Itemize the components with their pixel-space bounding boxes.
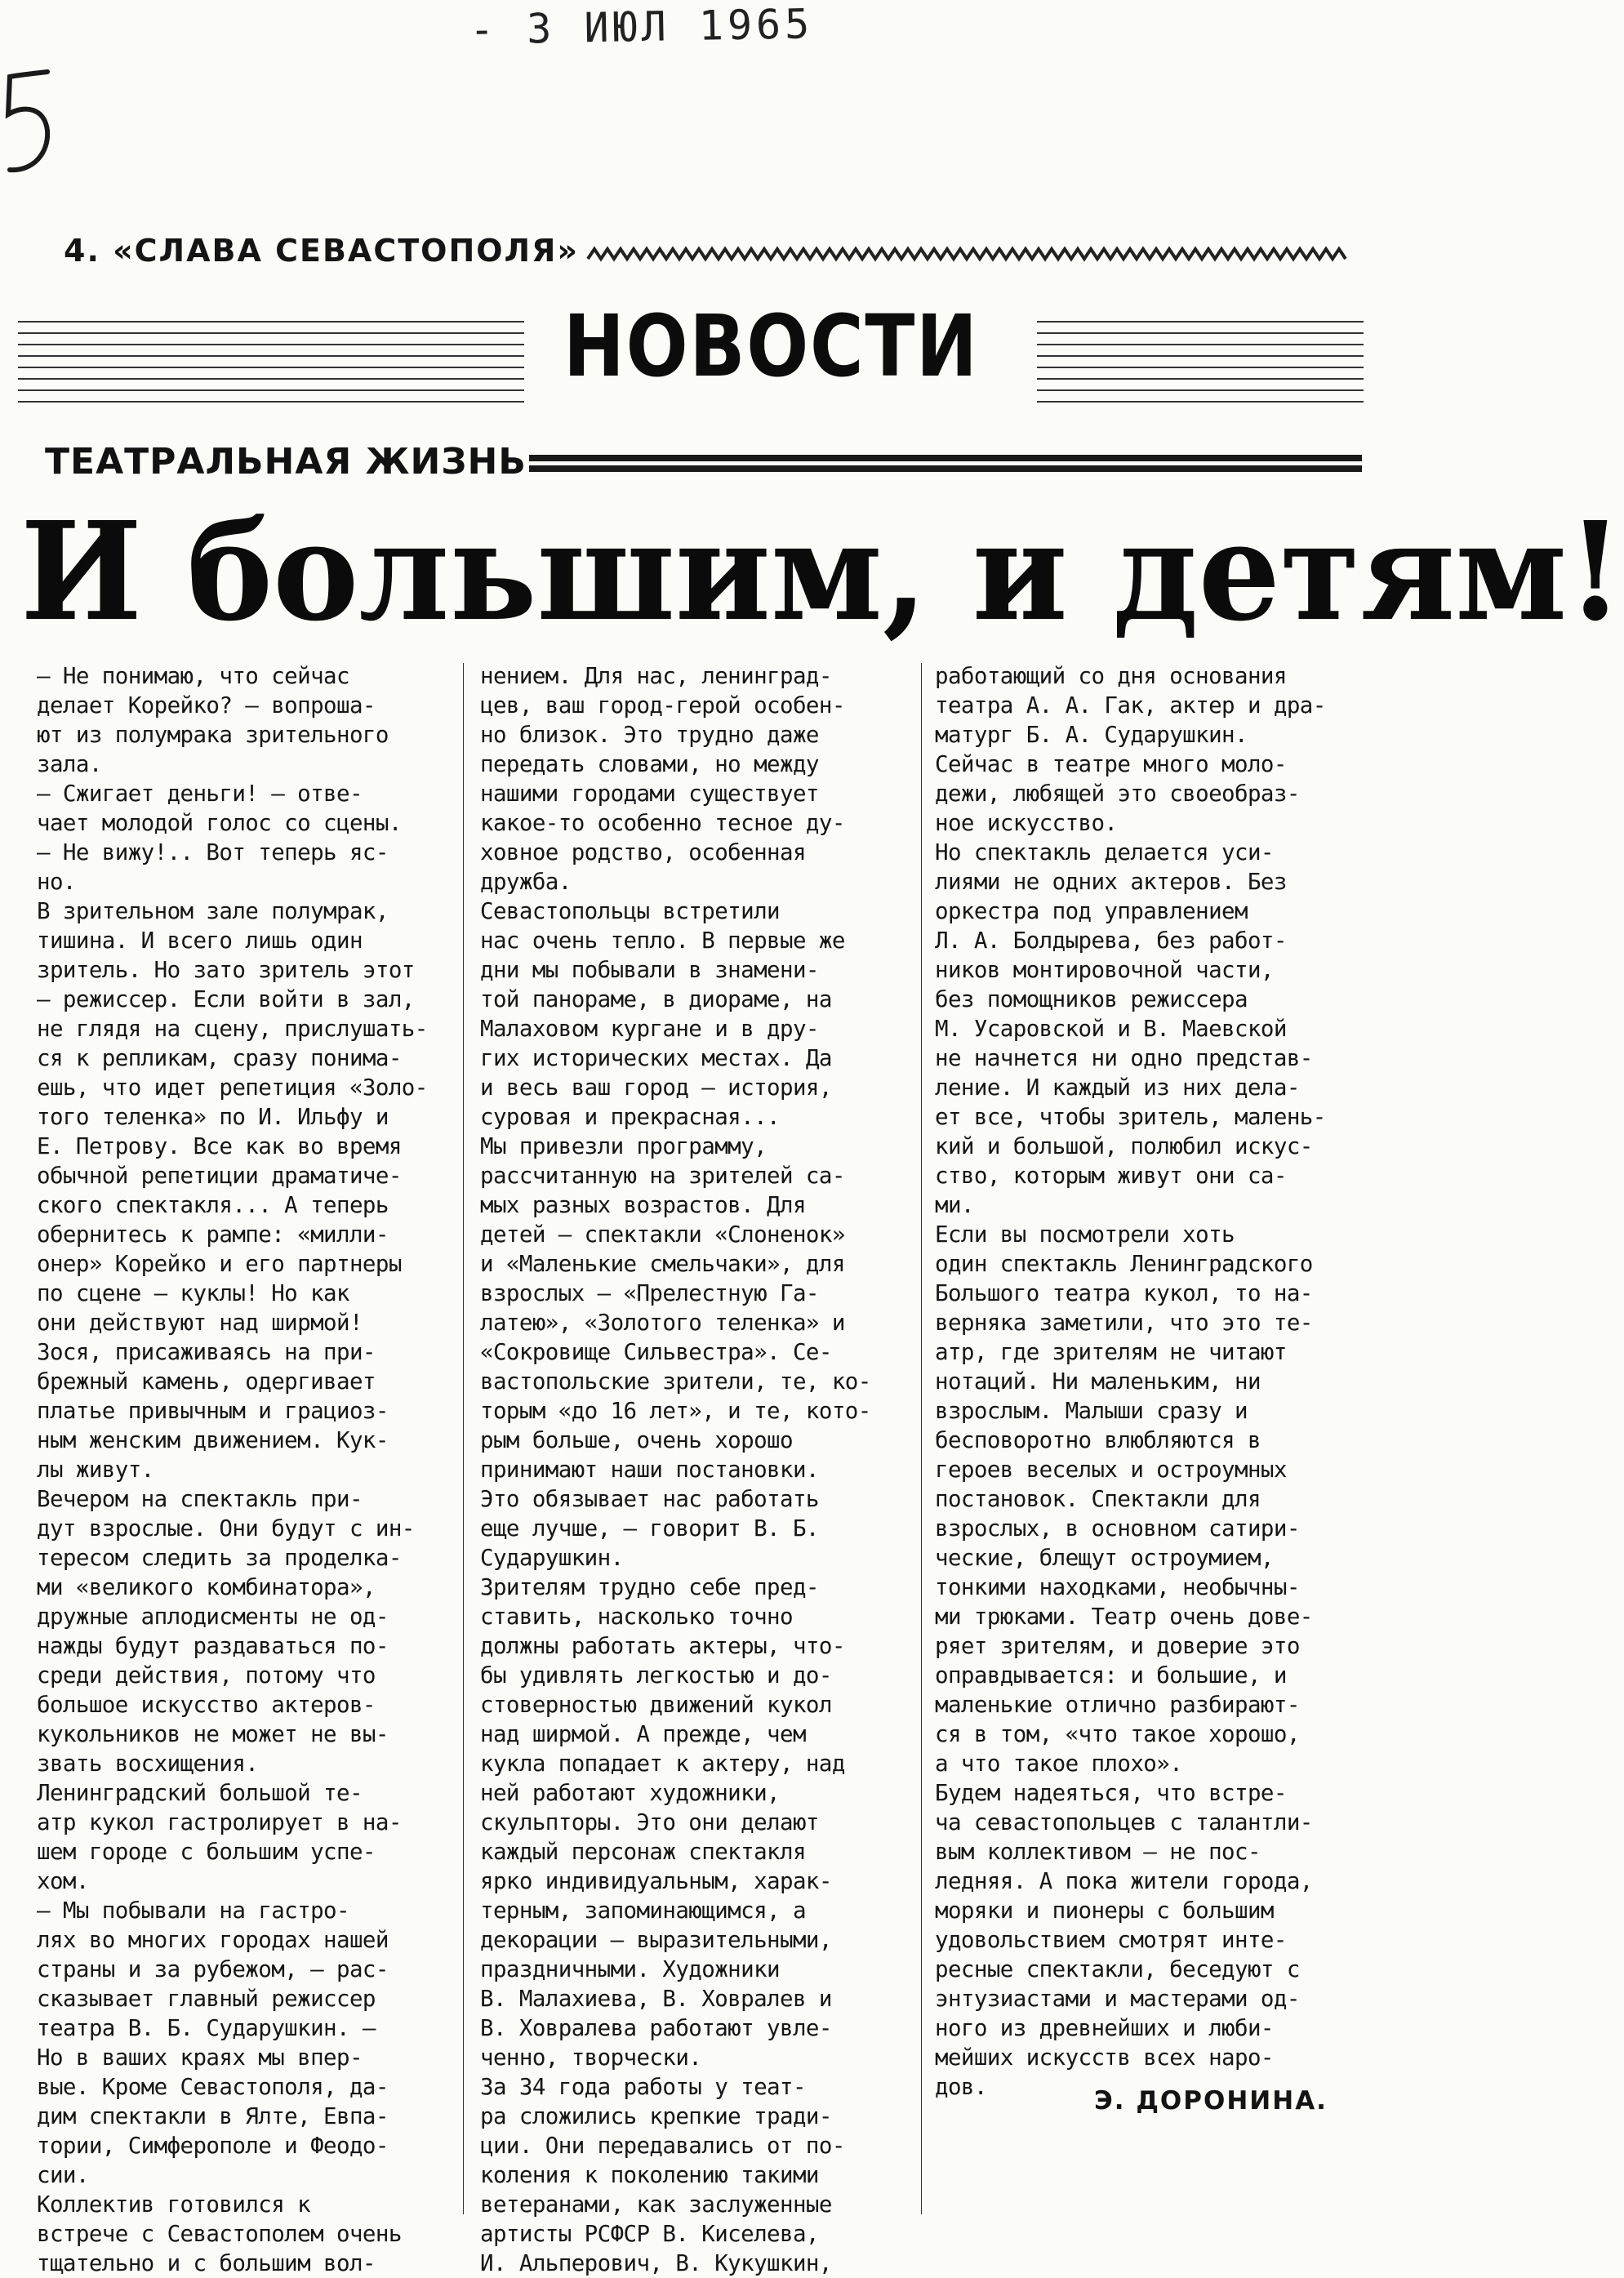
text-line: «Сокровище Сильвестра». Се- (480, 1339, 832, 1365)
text-line: кукольников не может не вы- (37, 1721, 389, 1747)
text-line: ветеранами, как заслуженные (480, 2191, 832, 2218)
text-line: героев веселых и остроумных (935, 1457, 1287, 1483)
text-line: — Не понимаю, что сейчас (37, 663, 349, 689)
text-line: встрече с Севастополем очень (37, 2221, 402, 2247)
text-line: Коллектив готовился к (37, 2191, 311, 2218)
rubric-bars (529, 453, 1362, 474)
text-line: ярко индивидуальным, харак- (480, 1868, 832, 1894)
text-line: ным женским движением. Кук- (37, 1427, 389, 1453)
text-line: удовольствием смотрят инте- (935, 1927, 1287, 1953)
text-line: дов. (935, 2074, 987, 2100)
text-line: бы удивлять легкостью и до- (480, 1662, 832, 1688)
text-line: терным, запоминающимся, а (480, 1898, 806, 1924)
text-line: цев, ваш город-герой особен- (480, 692, 845, 719)
text-line: мых разных возрастов. Для (480, 1192, 806, 1218)
text-line: платье привычным и грациоз- (37, 1398, 389, 1424)
text-line: работающий со дня основания (935, 663, 1287, 689)
text-line: ставить, насколько точно (480, 1604, 793, 1630)
text-line: В зрительном зале полумрак, (37, 898, 389, 924)
text-line: ледняя. А пока жители города, (935, 1868, 1313, 1894)
text-line: ча севастопольцев с талантли- (935, 1809, 1313, 1835)
text-line: принимают наши постановки. (480, 1457, 819, 1483)
text-line: вые. Кроме Севастополя, да- (37, 2074, 389, 2100)
text-line: вым коллективом — не пос- (935, 1839, 1261, 1865)
hatch-rule-right (1037, 317, 1364, 407)
text-line: маленькие отлично разбирают- (935, 1692, 1300, 1718)
text-line: торым «до 16 лет», и те, кото- (480, 1398, 871, 1424)
column-divider-2 (921, 663, 922, 2214)
text-line: моряки и пионеры с большим (935, 1898, 1274, 1924)
text-line: постановок. Спектакли для (935, 1486, 1261, 1512)
zigzag-rule (588, 242, 1354, 265)
text-line: ников монтировочной части, (935, 957, 1274, 983)
text-line: театра В. Б. Сударушкин. — (37, 2015, 376, 2041)
headline: И большим, и детям! (20, 492, 1624, 652)
text-line: кукла попадает к актеру, над (480, 1751, 845, 1777)
text-line: дут взрослые. Они будут с ин- (37, 1515, 415, 1542)
text-line: дружные аплодисменты не од- (37, 1604, 389, 1630)
text-line: того теленка» по И. Ильфу и (37, 1104, 389, 1130)
text-line: тересом следить за проделка- (37, 1545, 402, 1571)
text-line: тонкими находками, необычны- (935, 1574, 1300, 1600)
text-line: ет все, чтобы зритель, малень- (935, 1104, 1326, 1130)
text-line: ство, которым живут они са- (935, 1163, 1287, 1189)
text-line: обернитесь к рампе: «милли- (37, 1221, 389, 1248)
text-line: праздничными. Художники (480, 1956, 780, 1982)
section-title: НОВОСТИ (563, 296, 979, 396)
text-line: ции. Они передавались от по- (480, 2133, 845, 2159)
text-line: взрослых, в основном сатири- (935, 1515, 1300, 1542)
text-line: дни мы побывали в знамени- (480, 957, 819, 983)
text-line: без помощников режиссера (935, 986, 1248, 1012)
text-line: нашими городами существует (480, 781, 819, 807)
text-line: ресные спектакли, беседуют с (935, 1956, 1300, 1982)
text-line: нением. Для нас, ленинград- (480, 663, 832, 689)
text-line: вастопольские зрители, те, ко- (480, 1368, 871, 1395)
text-line: нажды будут раздаваться по- (37, 1633, 389, 1659)
text-line: Если вы посмотрели хоть (935, 1221, 1235, 1248)
text-line: Зося, присаживаясь на при- (37, 1339, 376, 1365)
text-line: артисты РСФСР В. Киселева, (480, 2221, 819, 2247)
source-line: 4. «СЛАВА СЕВАСТОПОЛЯ» (64, 233, 579, 269)
date-stamp: - 3 ИЮЛ 1965 (469, 0, 814, 54)
text-line: гих исторических местах. Да (480, 1045, 832, 1071)
text-line: Севастопольцы встретили (480, 898, 780, 924)
text-line: ней работают художники, (480, 1780, 780, 1806)
text-line: тории, Симферополе и Феодо- (37, 2133, 389, 2159)
column-divider-1 (463, 663, 464, 2214)
text-line: Сейчас в театре много моло- (935, 751, 1287, 777)
text-line: верняка заметили, что это те- (935, 1310, 1313, 1336)
text-line: ми. (935, 1192, 974, 1218)
text-line: декорации — выразительными, (480, 1927, 832, 1953)
text-line: и весь ваш город — история, (480, 1074, 832, 1101)
text-line: над ширмой. А прежде, чем (480, 1721, 806, 1747)
text-line: хом. (37, 1868, 89, 1894)
text-line: ся к репликам, сразу понима- (37, 1045, 402, 1071)
text-line: передать словами, но между (480, 751, 819, 777)
text-line: должны работать актеры, что- (480, 1633, 845, 1659)
text-line: нас очень тепло. В первые же (480, 928, 845, 954)
text-line: В. Ховралева работают увле- (480, 2015, 832, 2041)
text-line: атр, где зрителям не читают (935, 1339, 1287, 1365)
text-line: какое-то особенно тесное ду- (480, 810, 845, 836)
text-line: тишина. И всего лишь один (37, 928, 363, 954)
text-line: стоверностью движений кукол (480, 1692, 832, 1718)
text-line: лы живут. (37, 1457, 154, 1483)
text-line: взрослым. Малыши сразу и (935, 1398, 1248, 1424)
text-line: — режиссер. Если войти в зал, (37, 986, 415, 1012)
text-line: атр кукол гастролирует в на- (37, 1809, 402, 1835)
text-line: Мы привезли программу, (480, 1133, 768, 1159)
text-line: М. Усаровской и В. Маевской (935, 1016, 1287, 1042)
text-line: большое искусство актеров- (37, 1692, 376, 1718)
text-line: лиями не одних актеров. Без (935, 869, 1287, 895)
text-line: ченно, творчески. (480, 2044, 702, 2071)
text-line: а что такое плохо». (935, 1751, 1183, 1777)
text-line: Но в ваших краях мы впер- (37, 2044, 363, 2071)
text-line: детей — спектакли «Слоненок» (480, 1221, 845, 1248)
text-line: они действуют над ширмой! (37, 1310, 363, 1336)
text-line: кий и большой, полюбил искус- (935, 1133, 1313, 1159)
text-line: шем городе с большим успе- (37, 1839, 376, 1865)
text-line: — Не вижу!.. Вот теперь яс- (37, 839, 389, 865)
text-line: Сударушкин. (480, 1545, 624, 1571)
text-line: среди действия, потому что (37, 1662, 376, 1688)
text-line: ми трюками. Театр очень дове- (935, 1604, 1313, 1630)
text-line: не глядя на сцену, прислушать- (37, 1016, 428, 1042)
article-column-3 (935, 661, 1326, 2102)
text-line: ное искусство. (935, 810, 1118, 836)
text-line: дежи, любящей это своеобраз- (935, 781, 1300, 807)
text-line: рассчитанную на зрителей са- (480, 1163, 845, 1189)
text-line: зритель. Но зато зритель этот (37, 957, 415, 983)
text-line: — Сжигает деньги! — отве- (37, 781, 363, 807)
text-line: И. Альперович, В. Кукушкин, (480, 2250, 832, 2276)
text-line: Е. Петрову. Все как во время (37, 1133, 402, 1159)
author-signature: Э. ДОРОНИНА. (1094, 2086, 1328, 2116)
text-line: суровая и прекрасная... (480, 1104, 780, 1130)
text-line: Вечером на спектакль при- (37, 1486, 363, 1512)
text-line: рым больше, очень хорошо (480, 1427, 793, 1453)
text-line: Большого театра кукол, то на- (935, 1280, 1313, 1306)
text-line: сказывает главный режиссер (37, 1986, 376, 2012)
text-line: той панораме, в диораме, на (480, 986, 832, 1012)
text-line: не начнется ни одно представ- (935, 1045, 1313, 1071)
text-line: Зрителям трудно себе пред- (480, 1574, 819, 1600)
text-line: звать восхищения. (37, 1751, 259, 1777)
text-line: брежный камень, одергивает (37, 1368, 376, 1395)
text-line: — Мы побывали на гастро- (37, 1898, 349, 1924)
text-line: Это обязывает нас работать (480, 1486, 819, 1512)
text-line: Л. А. Болдырева, без работ- (935, 928, 1287, 954)
text-line: оправдывается: и большие, и (935, 1662, 1287, 1688)
handwritten-mark (0, 65, 57, 188)
text-line: еще лучше, — говорит В. Б. (480, 1515, 819, 1542)
text-line: Малаховом кургане и в дру- (480, 1016, 819, 1042)
text-line: скульпторы. Это они делают (480, 1809, 819, 1835)
text-line: латею», «Золотого теленка» и (480, 1310, 845, 1336)
article-column-2 (480, 661, 871, 2278)
text-line: ся в том, «что такое хорошо, (935, 1721, 1300, 1747)
text-line: но близок. Это трудно даже (480, 722, 819, 748)
text-line: матург Б. А. Сударушкин. (935, 722, 1248, 748)
text-line: коления к поколению такими (480, 2162, 819, 2188)
text-line: ют из полумрака зрительного (37, 722, 389, 748)
text-line: дим спектакли в Ялте, Евпа- (37, 2103, 389, 2129)
text-line: делает Корейко? — вопроша- (37, 692, 376, 719)
text-line: ного из древнейших и люби- (935, 2015, 1274, 2041)
text-line: мейших искусств всех наро- (935, 2044, 1274, 2071)
text-line: лях во многих городах нашей (37, 1927, 389, 1953)
text-line: ешь, что идет репетиция «Золо- (37, 1074, 428, 1101)
text-line: страны и за рубежом, — рас- (37, 1956, 389, 1982)
text-line: ховное родство, особенная (480, 839, 806, 865)
text-line: по сцене — куклы! Но как (37, 1280, 349, 1306)
text-line: обычной репетиции драматиче- (37, 1163, 402, 1189)
rubric-title: ТЕАТРАЛЬНАЯ ЖИЗНЬ (45, 441, 527, 483)
text-line: Будем надеяться, что встре- (935, 1780, 1287, 1806)
text-line: ческие, блещут остроумием, (935, 1545, 1274, 1571)
text-line: ского спектакля... А теперь (37, 1192, 389, 1218)
text-line: каждый персонаж спектакля (480, 1839, 806, 1865)
hatch-rule-left (18, 317, 524, 407)
text-line: Но спектакль делается уси- (935, 839, 1274, 865)
text-line: ление. И каждый из них дела- (935, 1074, 1300, 1101)
text-line: и «Маленькие смельчаки», для (480, 1251, 845, 1277)
text-line: ряет зрителям, и доверие это (935, 1633, 1300, 1659)
text-line: зала. (37, 751, 102, 777)
text-line: тщательно и с большим вол- (37, 2250, 376, 2276)
text-line: театра А. А. Гак, актер и дра- (935, 692, 1326, 719)
text-line: оркестра под управлением (935, 898, 1248, 924)
text-line: ра сложились крепкие тради- (480, 2103, 832, 2129)
text-line: ми «великого комбинатора», (37, 1574, 376, 1600)
text-line: один спектакль Ленинградского (935, 1251, 1313, 1277)
text-line: За 34 года работы у теат- (480, 2074, 806, 2100)
text-line: энтузиастами и мастерами од- (935, 1986, 1300, 2012)
text-line: дружба. (480, 869, 572, 895)
text-line: бесповоротно влюбляются в (935, 1427, 1261, 1453)
text-line: Ленинградский большой те- (37, 1780, 363, 1806)
text-line: В. Малахиева, В. Ховралев и (480, 1986, 832, 2012)
text-line: но. (37, 869, 76, 895)
text-line: взрослых — «Прелестную Га- (480, 1280, 819, 1306)
text-line: чает молодой голос со сцены. (37, 810, 402, 836)
text-line: нотаций. Ни маленьким, ни (935, 1368, 1261, 1395)
article-column-1 (37, 661, 428, 2278)
text-line: онер» Корейко и его партнеры (37, 1251, 402, 1277)
text-line: сии. (37, 2162, 89, 2188)
